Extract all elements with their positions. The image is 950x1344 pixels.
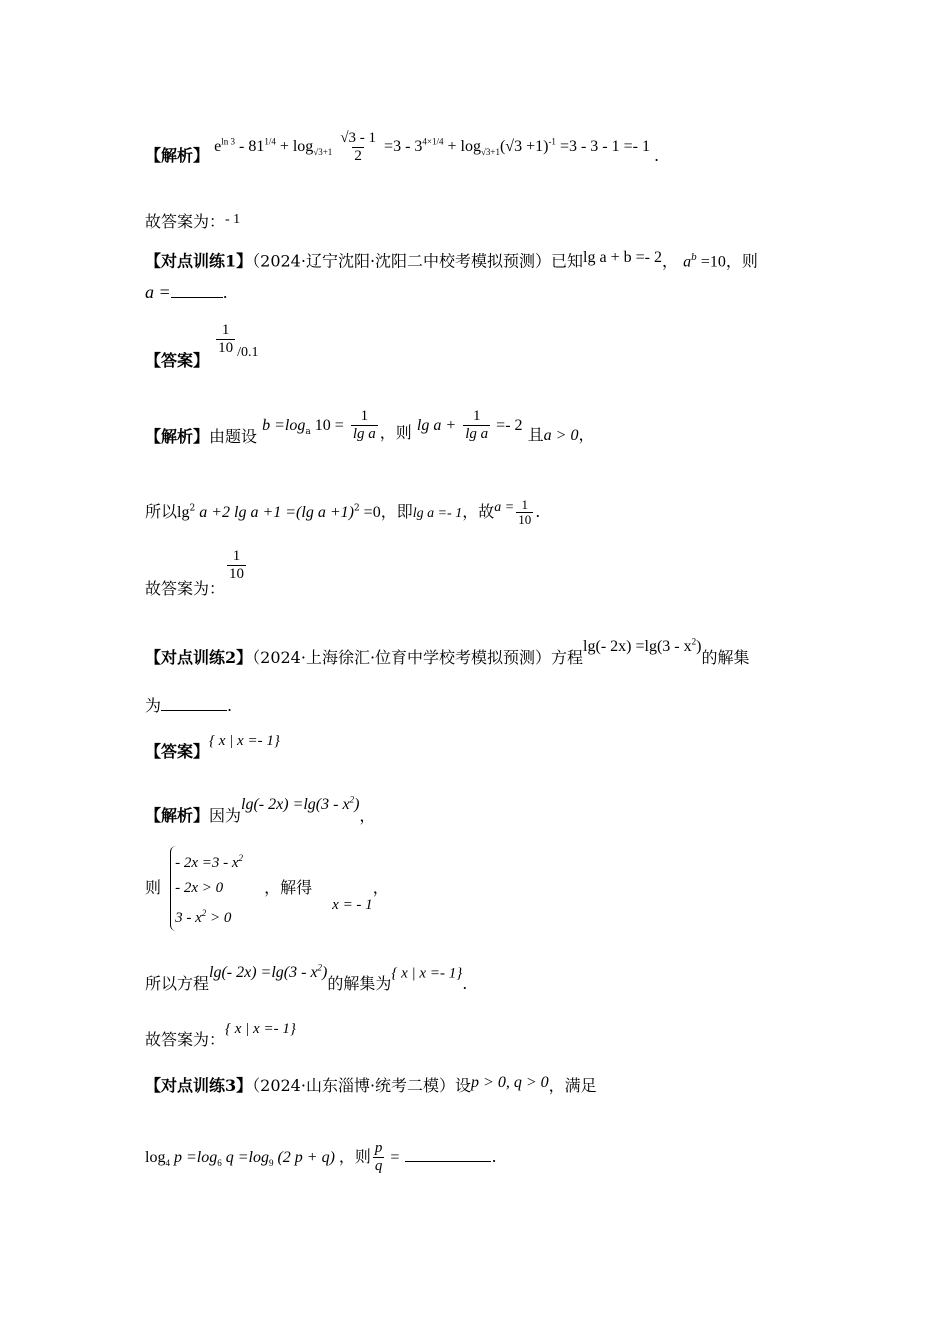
tag-xunlian3: 【对点训练3】 [145,1076,253,1095]
solution-line-1: 【解析】由题设 $b =\log_a$ 10 = $\frac{1}{\text{lg a}}$ ，则 lg a + $\frac{1}{\text{lg a}}$ =- 2 且a > 0， [145,408,595,446]
answer-final-2: 故答案为：{ x | x =- 1} [145,1021,296,1049]
question-line-3: 【对点训练3】（2024·山东淄博·统考二模）设p > 0, q > 0，满足 [145,1074,597,1095]
solution-line-2c: 所以方程lg(- $2x) =\lg(3 - x^2)$的解集为{ x | x =- 1}. [145,963,468,994]
solution-line-0: 【解析】 $e^{ln 3} - 81^{1/4} + \log_{√3+1}$ $\frac{√3 - 1}{2}$ $=3 - 3^{4\times 1/4} + \log_{√3+1}(√3 +1)^{-1} =3 - 3 - 1 =- 1$ . [145,130,660,166]
tag-daan-1: 【答案】 [145,351,210,370]
tag-xunlian2: 【对点训练2】 [145,648,253,668]
tag-jiexi: 【解析】 [145,146,210,166]
ratio-fraction: $\frac{p}{q}$ [374,1140,383,1174]
question-line-1: 【对点训练1】（2024·辽宁沈阳·沈阳二中校考模拟预测）已知lg a + b =- 2， $a^b =10$，则 [145,249,758,271]
question-line-3b: $\log_4 p =\log_6$ $q =\log_9$ (2 p + q) ，则 $\frac{p}{q}$ = . [145,1140,497,1174]
answer-line-0: 故答案为：- 1 [145,212,241,231]
equation-system: - $2x =3 - x^2$ - 2x > 0 $3 - x^2 > 0$ [170,846,243,931]
answer-blank-1[interactable] [171,283,223,298]
answer-set-2: { x | x =- 1} [209,733,280,749]
solution-line-2: 【解析】因为lg(- $2x) =\lg(3 - x^2)$， [145,795,376,826]
solution-line-1b: 所以$\lg^2 a +2$ lg a +1 =(lg a +1)$^2$ =0，即lg a =- 1，故a = $\frac{1}{10}$ . [145,497,541,527]
answer-blank-2[interactable] [161,696,227,711]
equation-2: lg(- $2x) =\lg(3 - x^2)$ [583,637,702,656]
answer-line-1: 【答案】 $\frac{1}{10}$ /0.1 [145,322,259,370]
formula-0: $e^{ln 3} - 81^{1/4} + \log_{√3+1}$ $\frac{√3 - 1}{2}$ $=3 - 3^{4\times 1/4} + \log_{√3+1}(√3 +1)^{-1} =3 - 3 - 1 =- 1$ [214,130,650,164]
solution-system-2: 则 - $2x =3 - x^2$ - 2x > 0 $3 - x^2 > 0$ ，解得x = - 1， [145,846,389,931]
question-line-2b: 为 . [145,696,233,715]
tag-xunlian1: 【对点训练1】 [145,251,253,271]
question-line-1b: a = . [145,282,228,302]
answer-final-1: 故答案为： $\frac{1}{10}$ [145,548,245,598]
answer-line-2: 【答案】{ x | x =- 1} [145,733,280,761]
answer-value-0: - 1 [225,212,241,227]
log-equation-3: $\log_4 p =\log_6$ $q =\log_9$ (2 p + q) [145,1149,335,1169]
answer-fraction-1: $\frac{1}{10}$ [218,322,234,356]
question-line-2: 【对点训练2】（2024·上海徐汇·位育中学校考模拟预测）方程lg(- $2x) =\lg(3 - x^2)$的解集 [145,637,750,668]
answer-blank-3[interactable] [405,1147,491,1162]
fraction-sqrt3: $\frac{√3 - 1}{2}$ [340,130,377,164]
